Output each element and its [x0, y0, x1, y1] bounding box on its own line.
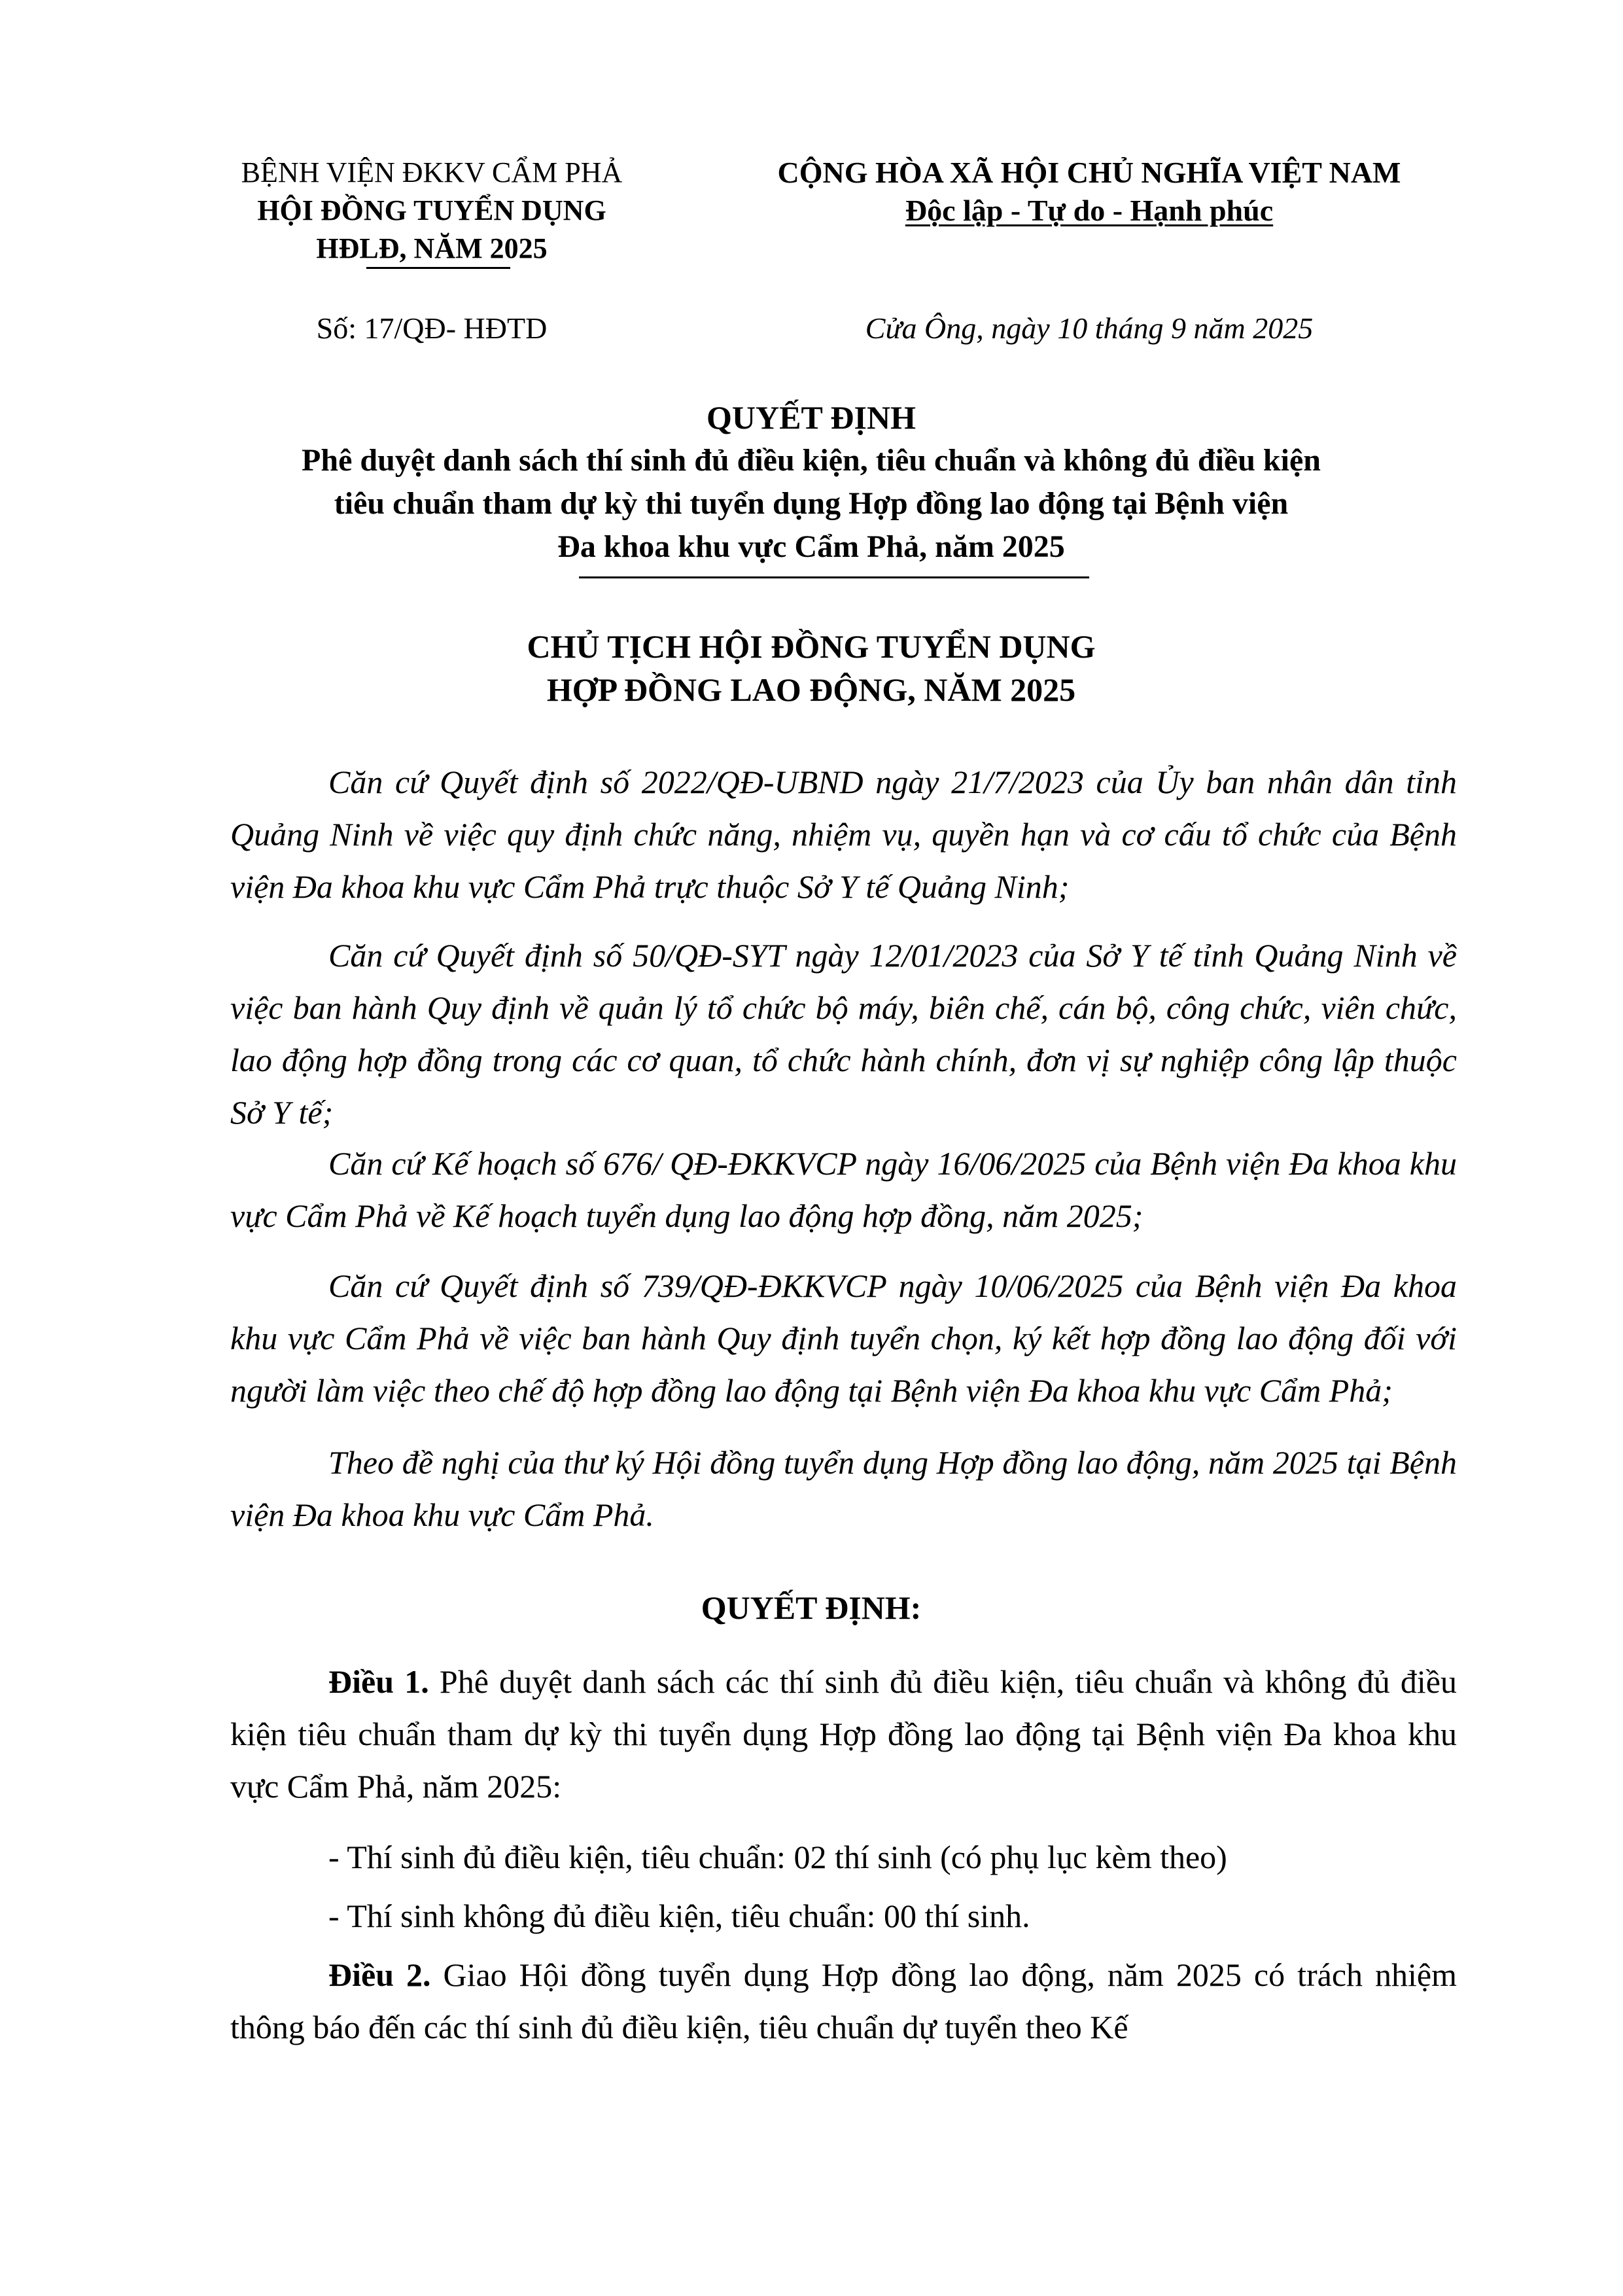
authority-block: [196, 625, 1426, 711]
document-subject-line1: Phê duyệt danh sách thí sinh đủ điều kiện, tiêu chuẩn và không đủ điều kiện: [302, 443, 1321, 478]
article-1-bullet-ineligible: - Thí sinh không đủ điều kiện, tiêu chuẩn: 00 thí sinh.: [328, 1898, 1030, 1934]
authority-line2: HỢP ĐỒNG LAO ĐỘNG, NĂM 2025: [546, 671, 1076, 708]
article-1: [230, 1655, 1457, 1812]
article-1-text: Phê duyệt danh sách các thí sinh đủ điều kiện, tiêu chuẩn và không đủ điều kiện tiêu chuẩn tham dự kỳ thi tuyển dụng Hợp đồng lao động tại Bệnh viện Đa khoa khu vực Cẩm Phả, năm 2025:: [230, 1663, 1457, 1805]
article-1-bullet-eligible: - Thí sinh đủ điều kiện, tiêu chuẩn: 02 thí sinh (có phụ lục kèm theo): [328, 1839, 1227, 1875]
article-2-text: Giao Hội đồng tuyển dụng Hợp đồng lao động, năm 2025 có trách nhiệm thông báo đến các thí sinh đủ điều kiện, tiêu chuẩn dự tuyển theo Kế: [230, 1956, 1457, 2045]
legal-basis-1: Căn cứ Quyết định số 2022/QĐ-UBND ngày 21/7/2023 của Ủy ban nhân dân tỉnh Quảng Ninh về việc quy định chức năng, nhiệm vụ, quyền hạn và cơ cấu tổ chức của Bệnh viện Đa khoa khu vực Cẩm Phả trực thuộc Sở Y tế Quảng Ninh;: [230, 764, 1457, 905]
document-number: Số: 17/QĐ- HĐTD: [316, 311, 548, 345]
national-name: CỘNG HÒA XÃ HỘI CHỦ NGHĨA VIỆT NAM: [777, 156, 1401, 189]
issuer-council-year: HĐLĐ, NĂM 2025: [316, 232, 548, 264]
issuer-council: HỘI ĐỒNG TUYỂN DỤNG: [257, 194, 606, 226]
document-title: QUYẾT ĐỊNH: [707, 399, 916, 436]
article-2: [230, 1949, 1457, 2053]
article-2-label: Điều 2.: [328, 1956, 431, 1993]
national-motto: Độc lập - Tự do - Hạnh phúc: [905, 194, 1274, 227]
document-title-block: [196, 396, 1426, 569]
place-date: Cửa Ông, ngày 10 tháng 9 năm 2025: [865, 311, 1314, 345]
issuer-divider: [366, 267, 510, 269]
national-heading: [713, 154, 1465, 230]
authority-line1: CHỦ TỊCH HỘI ĐỒNG TUYỂN DỤNG: [527, 628, 1096, 665]
issuer-hospital: BỆNH VIỆN ĐKKV CẨM PHẢ: [241, 156, 623, 188]
legal-basis-3: Căn cứ Kế hoạch số 676/ QĐ-ĐKKVCP ngày 16/06/2025 của Bệnh viện Đa khoa khu vực Cẩm Phả về Kế hoạch tuyển dụng lao động hợp đồng, năm 2025;: [230, 1145, 1457, 1234]
document-subject-line3: Đa khoa khu vực Cẩm Phả, năm 2025: [557, 529, 1065, 564]
document-subject-line2: tiêu chuẩn tham dự kỳ thi tuyển dụng Hợp đồng lao động tại Bệnh viện: [334, 486, 1289, 521]
legal-basis-2: Căn cứ Quyết định số 50/QĐ-SYT ngày 12/01/2023 của Sở Y tế tỉnh Quảng Ninh về việc ban hành Quy định về quản lý tổ chức bộ máy, biên chế, cán bộ, công chức, viên chức, lao động hợp đồng trong các cơ quan, tổ chức hành chính, đơn vị sự nghiệp công lập thuộc Sở Y tế;: [230, 937, 1457, 1131]
article-1-label: Điều 1.: [328, 1663, 429, 1700]
decision-heading: QUYẾT ĐỊNH:: [701, 1589, 922, 1626]
issuer-block: [196, 154, 667, 268]
legal-basis-4: Căn cứ Quyết định số 739/QĐ-ĐKKVCP ngày 10/06/2025 của Bệnh viện Đa khoa khu vực Cẩm Phả về việc ban hành Quy định tuyển chọn, ký kết hợp đồng lao động đối với người làm việc theo chế độ hợp đồng lao động tại Bệnh viện Đa khoa khu vực Cẩm Phả;: [230, 1267, 1457, 1409]
title-divider: [579, 576, 1089, 578]
legal-basis-5: Theo đề nghị của thư ký Hội đồng tuyển dụng Hợp đồng lao động, năm 2025 tại Bệnh viện Đa khoa khu vực Cẩm Phả.: [230, 1444, 1457, 1533]
